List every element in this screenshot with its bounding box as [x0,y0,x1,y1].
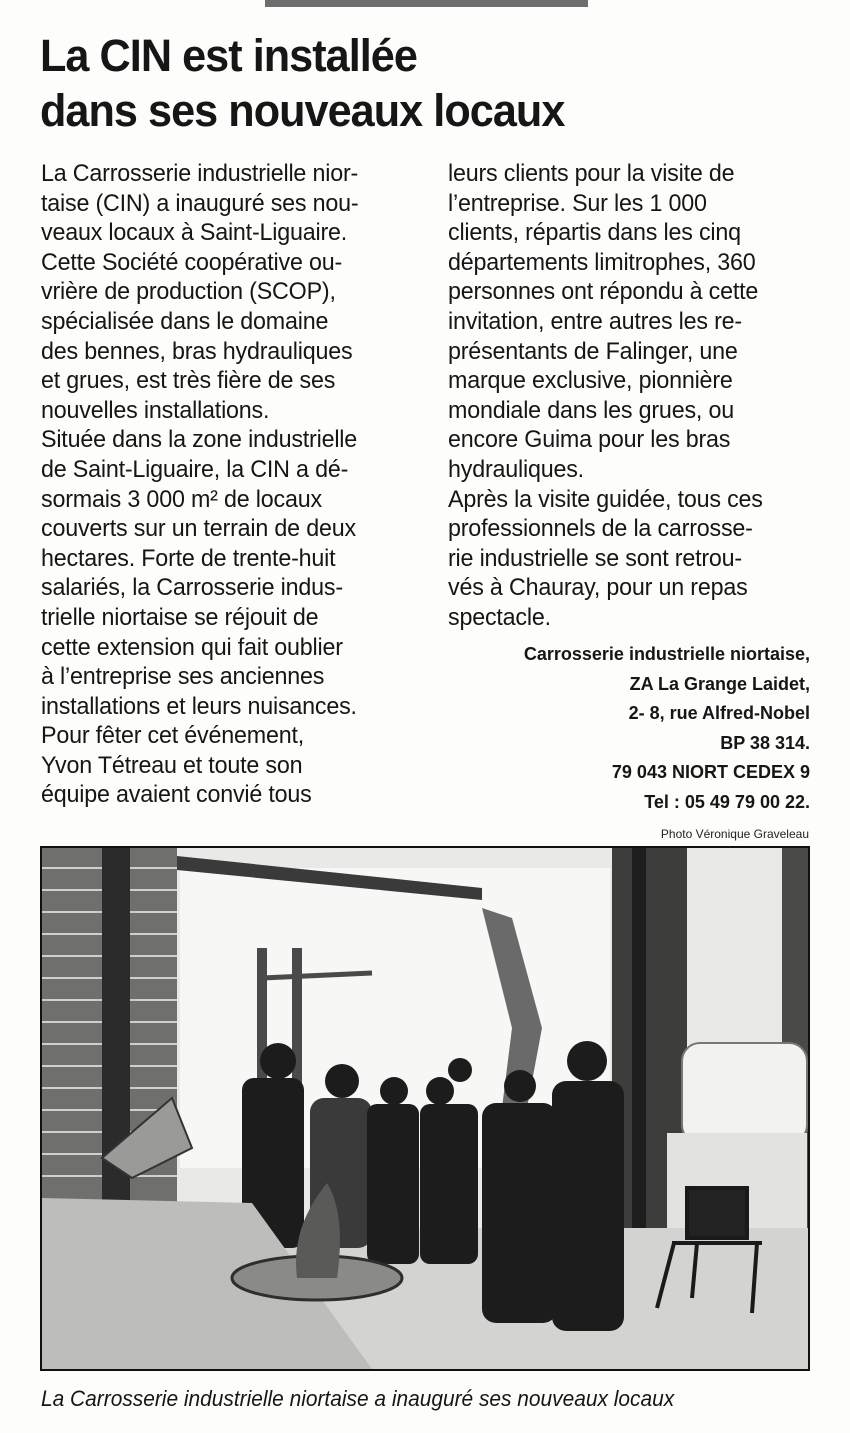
address-line: Carrosserie industrielle niortaise, [523,644,810,664]
text-line: spectacle. [448,603,551,631]
text-line: Après la visite guidée, tous ces [448,485,763,513]
text-line: professionnels de la carrosse- [448,515,753,543]
text-line: invitation, entre autres les re- [448,307,743,335]
address-line: 2- 8, rue Alfred-Nobel [628,703,810,724]
article-headline [40,28,564,138]
text-line: cette extension qui fait oublier [41,633,343,661]
text-line: mondiale dans les grues, ou [448,396,734,424]
article-column-right [448,159,763,633]
text-line: clients, répartis dans les cinq [448,219,741,247]
text-line: départements limitrophes, 360 [448,248,756,276]
text-line: marque exclusive, pionnière [448,367,733,395]
text-line: trielle niortaise se réjouit de [41,603,319,631]
headline-line-1: La CIN est installée [40,30,417,81]
text-line: et grues, est très fière de ses [41,367,336,395]
company-address [524,640,810,818]
text-line: spécialisée dans le domaine [41,307,329,335]
text-line: leurs clients pour la visite de [448,160,735,187]
article-column-left [41,159,358,810]
text-line: Située dans la zone industrielle [41,426,358,454]
text-line: nouvelles installations. [41,396,270,424]
address-line: Tel : 05 49 79 00 22. [644,791,810,812]
text-line: La Carrosserie industrielle nior- [41,160,359,187]
text-line: hectares. Forte de trente-huit [41,544,336,572]
text-line: Pour fêter cet événement, [41,722,305,750]
text-line: des bennes, bras hydrauliques [41,337,353,365]
text-line: Cette Société coopérative ou- [41,248,343,276]
photo-illustration [42,848,808,1369]
text-line: salariés, la Carrosserie indus- [41,574,343,602]
text-line: vés à Chauray, pour un repas [448,574,748,602]
text-line: vrière de production (SCOP), [41,278,336,306]
top-rule [265,0,588,7]
text-line: installations et leurs nuisances. [41,692,357,720]
text-line: à l’entreprise ses anciennes [41,663,325,691]
text-line: rie industrielle se sont retrou- [448,544,742,572]
headline-line-2: dans ses nouveaux locaux [40,85,565,136]
text-line: équipe avaient convié tous [41,781,312,809]
photo-caption: La Carrosserie industrielle niortaise a inauguré ses nouveaux locaux [41,1386,675,1411]
text-line: personnes ont répondu à cette [448,278,759,306]
text-line: hydrauliques. [448,455,584,483]
article-photo [40,846,810,1371]
text-line: Yvon Tétreau et toute son [41,751,303,779]
text-line: de Saint-Liguaire, la CIN a dé- [41,455,349,483]
address-line: BP 38 314. [720,732,810,753]
text-line: présentants de Falinger, une [448,337,738,365]
text-line: l’entreprise. Sur les 1 000 [448,189,707,217]
text-line: veaux locaux à Saint-Liguaire. [41,219,348,247]
text-line: sormais 3 000 m² de locaux [41,485,322,513]
text-line: encore Guima pour les bras [448,426,731,454]
text-line: taise (CIN) a inauguré ses nou- [41,189,359,217]
photo-credit: Photo Véronique Graveleau [660,827,809,841]
text-line: couverts sur un terrain de deux [41,515,356,543]
address-line: 79 043 NIORT CEDEX 9 [611,762,810,783]
address-line: ZA La Grange Laidet, [629,673,810,694]
